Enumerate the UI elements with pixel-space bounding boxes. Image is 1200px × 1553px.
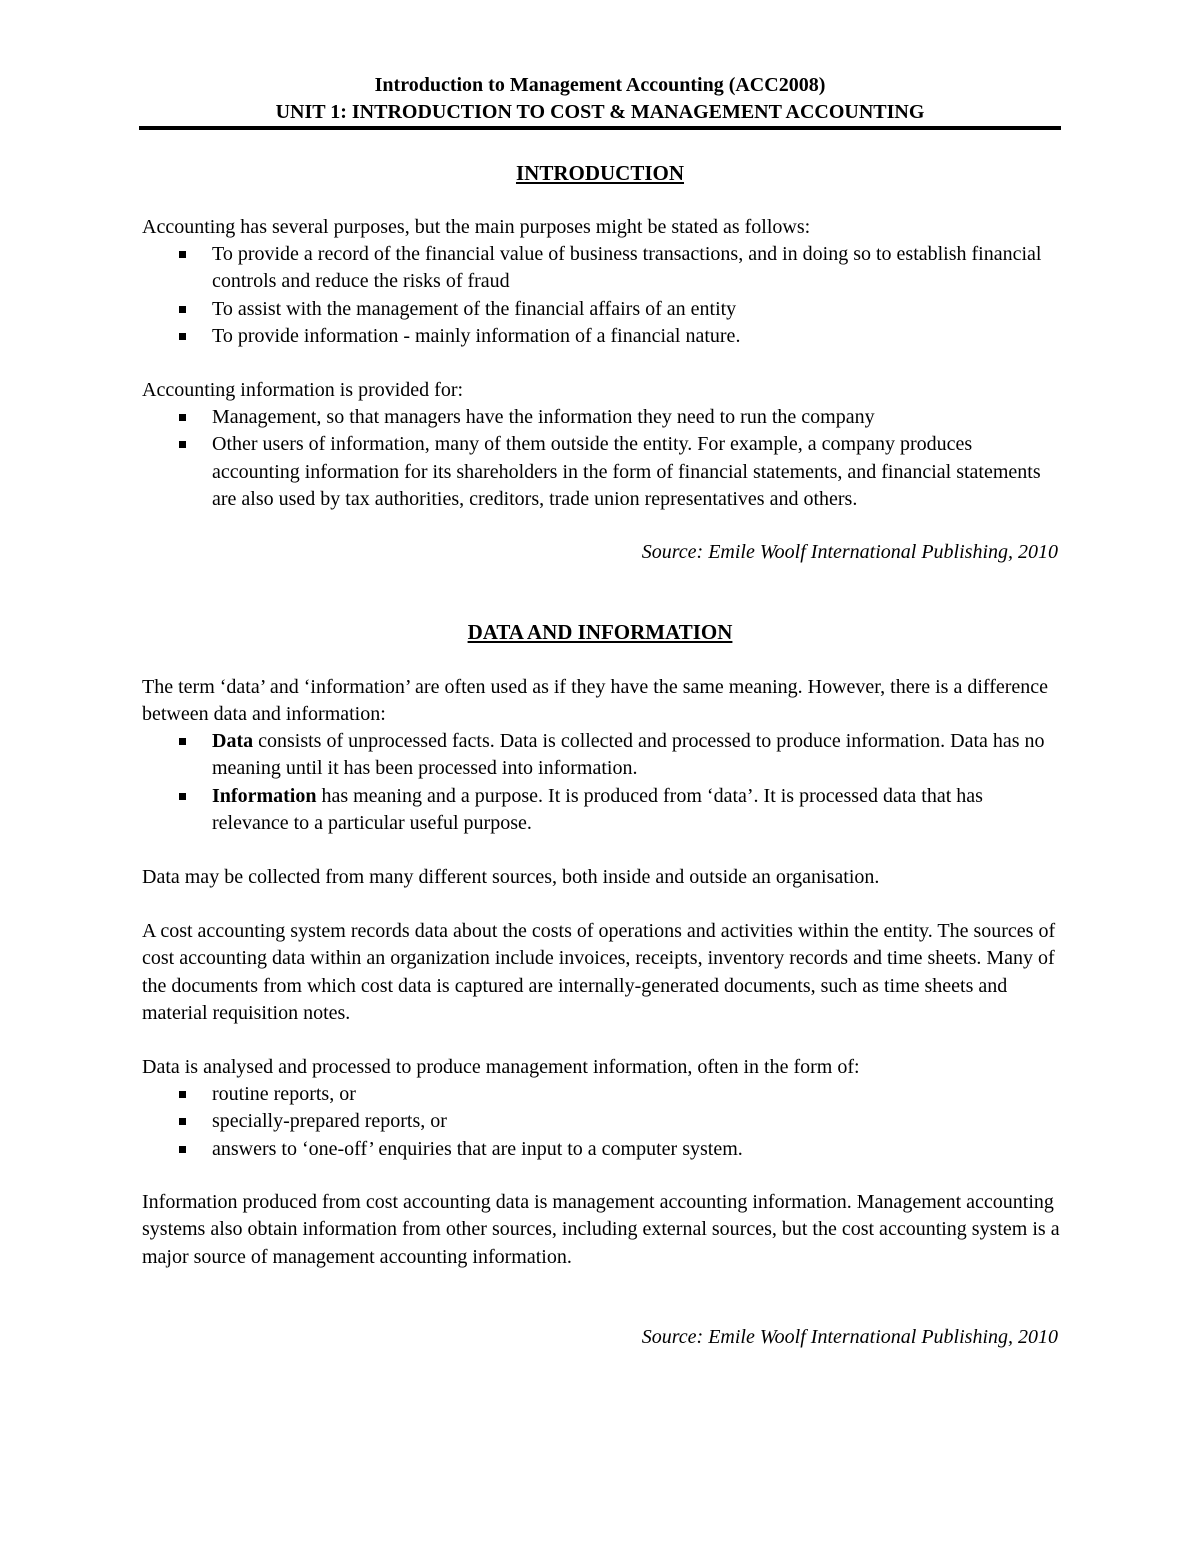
bullet-square-icon [179,738,186,745]
list-item: specially-prepared reports, or [142,1108,1062,1135]
intro-paragraph-1: Accounting has several purposes, but the main purposes might be stated as follows: [142,216,811,238]
definition-text: has meaning and a purpose. It is produced from ‘data’. It is processed data that has relevance to a particular useful purpose. [212,784,983,834]
users-list [142,404,1062,513]
bullet-square-icon [179,1091,186,1098]
bullet-square-icon [179,1146,186,1153]
bullet-square-icon [179,1118,186,1125]
list-item: Management, so that managers have the information they need to run the company [142,404,1062,431]
intro-source: Source: Emile Woolf International Publishing, 2010 [641,541,1058,563]
bullet-square-icon [179,793,186,800]
data-info-source: Source: Emile Woolf International Publishing, 2010 [641,1326,1058,1348]
intro-heading: INTRODUCTION [515,161,685,185]
course-title: Introduction to Management Accounting (ACC2008) [374,74,826,96]
list-item: routine reports, or [142,1081,1062,1108]
header-rule [139,126,1061,130]
definition-term: Data [212,730,254,752]
data-info-paragraph-3: A cost accounting system records data about the costs of operations and activities within the entity. The sources of cost accounting data within an organization include invoices, receipts, inventory records and time sheets. Many of the documents from which cost data is captured are internally-generated documents, such as time sheets and material requisition notes. [142,920,1056,1024]
unit-title: UNIT 1: INTRODUCTION TO COST & MANAGEMENT ACCOUNTING [275,101,925,123]
bullet-square-icon [179,414,186,421]
list-item: answers to ‘one-off’ enquiries that are input to a computer system. [142,1136,1062,1163]
bullet-square-icon [179,251,186,258]
document-header [140,72,1060,126]
intro-paragraph-2: Accounting information is provided for: [142,379,464,401]
data-info-paragraph-2: Data may be collected from many different sources, both inside and outside an organisation. [142,866,880,888]
definition-term: Information [212,784,317,807]
list-item: To assist with the management of the financial affairs of an entity [142,296,1062,323]
list-item: Other users of information, many of them outside the entity. For example, a company produces accounting information for its shareholders in the form of financial statements, and financial statements are also used by tax authorities, creditors, trade union representatives and others. [142,431,1062,513]
data-info-paragraph-4: Data is analysed and processed to produce management information, often in the form of: [142,1056,860,1078]
list-item [142,728,1062,783]
data-info-paragraph-5: Information produced from cost accounting data is management accounting information. Management accounting systems also obtain information from other sources, including external sources, but the cost accounting system is a major source of management accounting information. [142,1191,1060,1268]
data-info-heading: DATA AND INFORMATION [467,620,733,644]
purposes-list [142,241,1062,350]
bullet-square-icon [179,441,186,448]
definition-text: consists of unprocessed facts. Data is collected and processed to produce information. Data has no meaning until it has been processed into information. [212,730,1045,780]
bullet-square-icon [179,306,186,313]
data-info-paragraph-1: The term ‘data’ and ‘information’ are often used as if they have the same meaning. However, there is a difference between data and information: [142,676,1049,726]
list-item: To provide a record of the financial value of business transactions, and in doing so to establish financial controls and reduce the risks of fraud [142,241,1062,296]
definitions-list [142,728,1062,837]
list-item: To provide information - mainly information of a financial nature. [142,323,1062,350]
forms-list [142,1081,1062,1163]
list-item [142,783,1062,838]
bullet-square-icon [179,333,186,340]
